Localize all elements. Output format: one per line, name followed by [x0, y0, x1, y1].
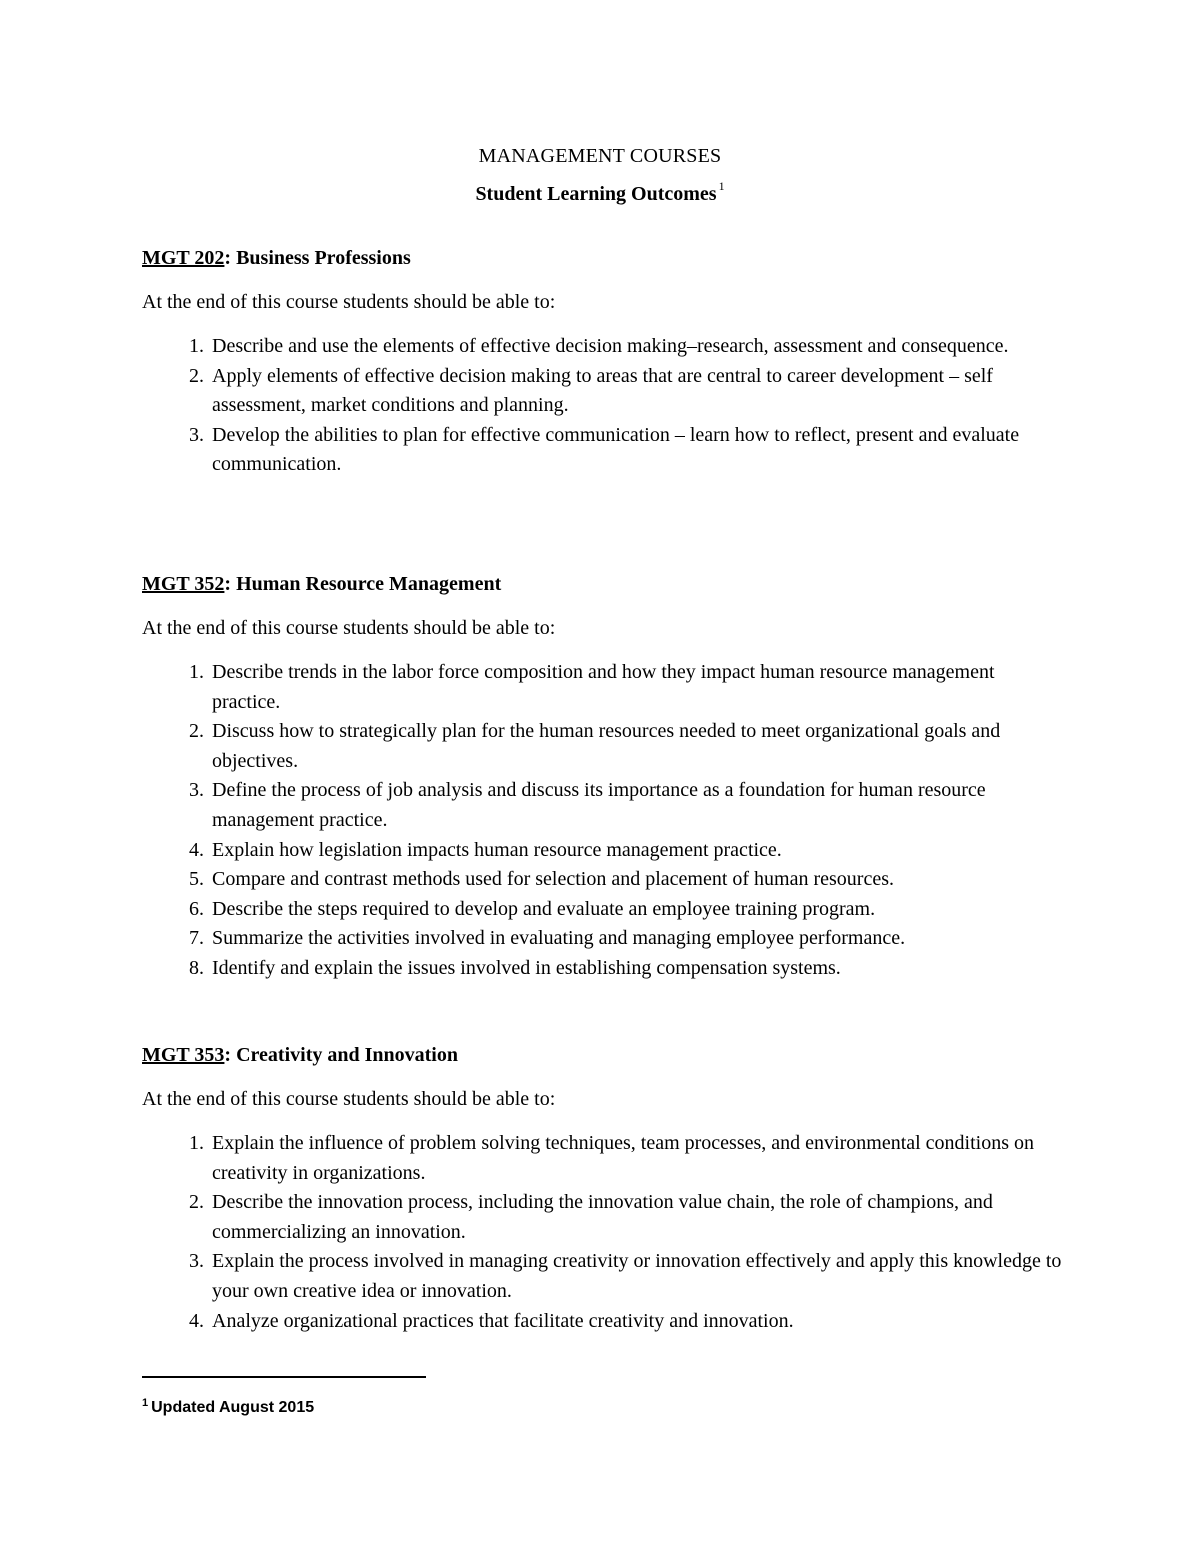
outcome-item: [142, 1129, 1062, 1188]
page-subtitle: [0, 171, 1200, 209]
outcome-text: Explain how legislation impacts human resource management practice.: [212, 838, 782, 861]
outcome-number: 2.: [189, 364, 204, 387]
course-heading: [142, 570, 1062, 598]
outcome-item: [142, 1188, 1062, 1247]
footnote-separator: [142, 1376, 426, 1378]
outcome-text: Apply elements of effective decision making to areas that are central to career development – self assessment, market conditions and planning.: [212, 364, 993, 417]
outcome-item: [142, 954, 1062, 984]
outcome-number: 3.: [189, 779, 204, 802]
outcome-list: [142, 1129, 1062, 1336]
outcome-number: 2.: [189, 1191, 204, 1214]
outcome-text: Describe the innovation process, including the innovation value chain, the role of champions, and commercializing an innovation.: [212, 1191, 993, 1243]
course-name: Creativity and Innovation: [236, 1044, 458, 1066]
outcome-number: 7.: [189, 927, 204, 950]
course-intro: At the end of this course students should be able to:: [142, 617, 556, 639]
outcome-item: [142, 836, 1062, 866]
outcome-number: 3.: [189, 1250, 204, 1273]
outcome-text: Explain the influence of problem solving techniques, team processes, and environmental conditions on creativity in organizations.: [212, 1132, 1035, 1184]
outcome-item: [142, 1307, 1062, 1337]
outcome-item: [142, 776, 1062, 835]
outcome-number: 2.: [189, 720, 204, 743]
outcome-item: [142, 332, 1062, 362]
course-heading: [142, 1041, 1062, 1069]
outcome-text: Analyze organizational practices that facilitate creativity and innovation.: [212, 1309, 794, 1332]
course-name: Business Professions: [236, 247, 411, 269]
outcome-text: Define the process of job analysis and discuss its importance as a foundation for human resource management practice.: [212, 779, 986, 831]
footnote-text: Updated August 2015: [151, 1399, 315, 1416]
outcome-number: 4.: [189, 838, 204, 861]
subtitle-text: Student Learning Outcomes: [475, 183, 717, 205]
course-intro: At the end of this course students should be able to:: [142, 1088, 556, 1110]
course-code: MGT 352: [142, 573, 225, 595]
outcome-item: [142, 924, 1062, 954]
outcome-item: [142, 717, 1062, 776]
course-intro: At the end of this course students should be able to:: [142, 291, 556, 313]
outcome-item: [142, 421, 1062, 480]
outcome-text: Discuss how to strategically plan for the human resources needed to meet organizational goals and objectives.: [212, 720, 1001, 772]
outcome-number: 1.: [189, 335, 204, 357]
outcome-item: [142, 362, 1062, 421]
course-section-mgt-352: [142, 570, 1062, 984]
outcome-text: Develop the abilities to plan for effective communication – learn how to reflect, present and evaluate communication.: [212, 423, 1020, 476]
title-block: [0, 141, 1200, 209]
outcome-item: [142, 865, 1062, 895]
course-separator: :: [224, 247, 232, 269]
outcome-text: Describe trends in the labor force composition and how they impact human resource management practice.: [212, 661, 995, 713]
course-separator: :: [224, 1044, 232, 1066]
footnote-marker: 1: [142, 1397, 149, 1409]
outcome-text: Summarize the activities involved in evaluating and managing employee performance.: [212, 927, 906, 950]
outcome-item: [142, 658, 1062, 717]
outcome-number: 6.: [189, 897, 204, 920]
outcome-list: [142, 658, 1062, 984]
outcome-text: Explain the process involved in managing creativity or innovation effectively and apply this knowledge to your own creative idea or innovation.: [212, 1250, 1062, 1302]
outcome-item: [142, 895, 1062, 925]
outcome-list: [142, 332, 1062, 480]
outcome-number: 8.: [189, 956, 204, 979]
course-separator: :: [224, 573, 232, 595]
outcome-item: [142, 1247, 1062, 1306]
outcome-number: 1.: [189, 1132, 204, 1154]
course-code: MGT 353: [142, 1044, 225, 1066]
course-heading: [142, 244, 1062, 272]
course-name: Human Resource Management: [236, 573, 502, 595]
footnote-reference[interactable]: 1: [718, 179, 725, 193]
footnote: [142, 1392, 314, 1419]
outcome-text: Describe and use the elements of effective decision making–research, assessment and consequence.: [212, 335, 1009, 357]
course-section-mgt-202: [142, 244, 1062, 480]
course-code: MGT 202: [142, 247, 225, 269]
outcome-text: Describe the steps required to develop and evaluate an employee training program.: [212, 897, 876, 920]
outcome-number: 3.: [189, 423, 204, 446]
page-title: MANAGEMENT COURSES: [478, 145, 722, 167]
outcome-number: 5.: [189, 868, 204, 891]
outcome-text: Identify and explain the issues involved in establishing compensation systems.: [212, 956, 841, 979]
course-section-mgt-353: [142, 1041, 1062, 1336]
outcome-number: 1.: [189, 661, 204, 683]
outcome-text: Compare and contrast methods used for selection and placement of human resources.: [212, 868, 895, 891]
outcome-number: 4.: [189, 1309, 204, 1332]
